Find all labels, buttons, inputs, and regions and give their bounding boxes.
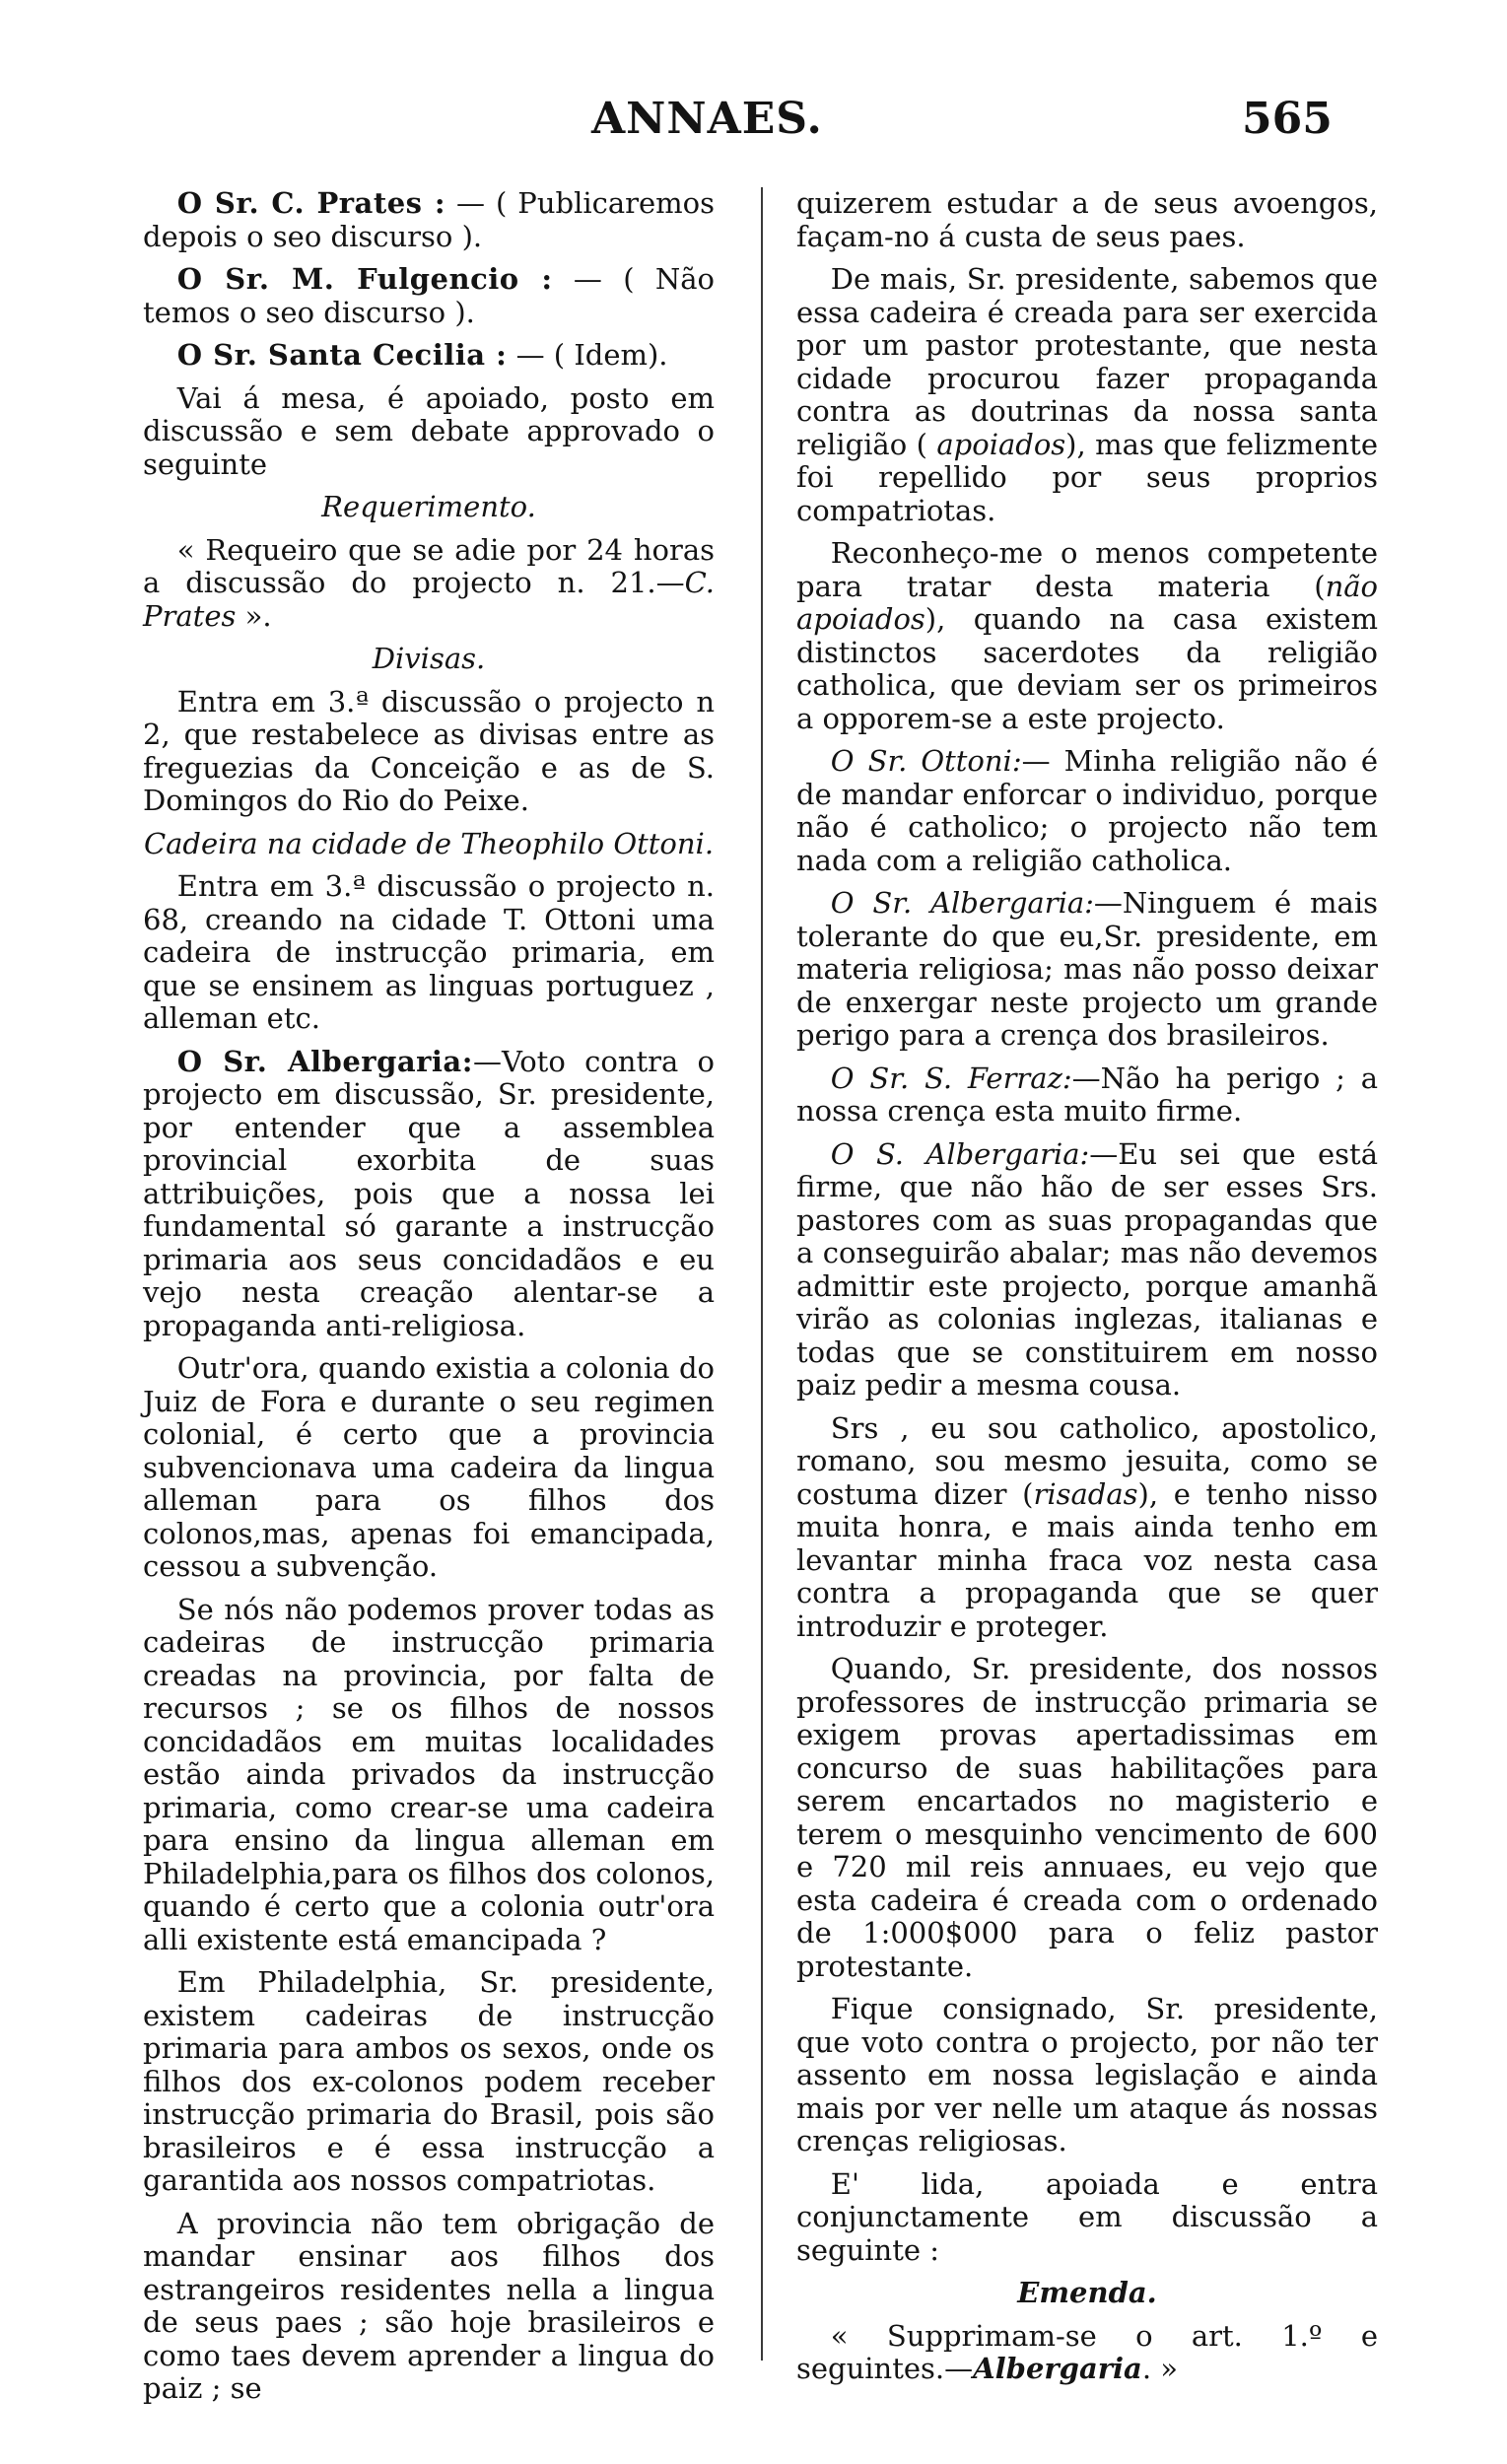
text-run: ), mas que felizmente foi repellido por seus proprios compatriotas. bbox=[796, 427, 1378, 527]
speaker-name: O Sr. M. Fulgencio : bbox=[176, 262, 553, 296]
running-title: ANNAES. bbox=[591, 94, 823, 144]
speaker-name: O Sr. Albergaria: bbox=[176, 1044, 473, 1078]
paragraph bbox=[796, 263, 1378, 527]
speaker-name: O Sr. Santa Cecilia : bbox=[176, 338, 508, 372]
paragraph: Vai á mesa, é apoiado, posto em discussão e sem debate approvado o seguinte bbox=[143, 380, 715, 481]
speaker-name: O Sr. C. Prates : bbox=[176, 186, 446, 220]
text-run: « Supprimam-se o art. 1.º e seguintes.— bbox=[796, 2318, 1378, 2385]
section-heading: Emenda. bbox=[1017, 2276, 1157, 2309]
paragraph: Outr'ora, quando existia a colonia do Juiz de Fora e durante o seu regimen colonial, é certo que a provincia subvencionava uma cadeira da lingua alleman para os filhos dos colonos,mas, apenas foi emancipada, cessou a subvenção. bbox=[143, 1351, 715, 1583]
speech-text: —Ninguem é mais tolerante do que eu,Sr. presidente, em materia religiosa; mas não posso deixar de enxergar neste projecto um grande perigo para a crença dos brasileiros. bbox=[796, 886, 1378, 1052]
signature: C. Prates bbox=[143, 566, 715, 633]
paragraph: Se nós não podemos prover todas as cadeiras de instrucção primaria creadas na provincia, por falta de recursos ; se os filhos de nossos concidadãos em muitas localidades estão ainda privados da instrucção primaria, como crear-se uma cadeira para ensino da lingua alleman em Philadelphia,para os filhos dos colonos, quando é certo que a colonia outr'ora alli existente está emancipada ? bbox=[143, 1592, 715, 1956]
speech-text: — ( Idem). bbox=[515, 338, 668, 372]
left-column bbox=[143, 187, 715, 2416]
signature: Albergaria bbox=[973, 2352, 1142, 2385]
aside-risadas: risadas bbox=[1033, 1476, 1138, 1511]
section-heading: Requerimento. bbox=[321, 490, 536, 523]
speech-text: — ( Não temos o seo discurso ). bbox=[143, 262, 716, 329]
text-run: Srs , eu sou catholico, apostolico, romano, sou mesmo jesuita, como se costuma dizer ( bbox=[796, 1410, 1378, 1511]
paragraph bbox=[143, 187, 715, 253]
text-run: Reconheço-me o menos competente para tratar desta materia ( bbox=[796, 536, 1378, 603]
speaker-name: O Sr. Albergaria: bbox=[830, 886, 1094, 920]
paragraph bbox=[796, 1138, 1378, 1403]
speech-text: —Voto contra o projecto em discussão, Sr. presidente, por entender que a assemblea provincial exorbita de suas attribuições, pois que a nossa lei fundamental só garante a instrucção primaria aos seus concidadãos e eu vejo nesta creação alentar-se a propaganda anti-religiosa. bbox=[143, 1044, 716, 1342]
paragraph: A provincia não tem obrigação de mandar ensinar aos filhos dos estrangeiros residentes nella a lingua de seus paes ; são hoje brasileiros e como taes devem aprender a lingua do paiz ; se bbox=[143, 2206, 715, 2405]
column-divider bbox=[761, 187, 763, 2361]
speech-text: —Não ha perigo ; a nossa crença esta muito firme. bbox=[796, 1061, 1378, 1128]
text-run: ), e tenho nisso muita honra, e mais ainda tenho em levantar minha fraca voz nesta casa contra a propaganda que se quer introduzir e proteger. bbox=[796, 1476, 1378, 1643]
text-run: De mais, Sr. presidente, sabemos que essa cadeira é creada para ser exercida por um pastor protestante, que nesta cidade procurou fazer propaganda contra as doutrinas da nossa santa religião ( bbox=[796, 262, 1378, 461]
paragraph: Entra em 3.ª discussão o projecto n. 68, creando na cidade T. Ottoni uma cadeira de instrucção primaria, em que se ensinem as linguas portuguez , alleman etc. bbox=[143, 869, 715, 1035]
aside-nao-apoiados: não apoiados bbox=[796, 569, 1378, 636]
paragraph bbox=[796, 537, 1378, 735]
paragraph: E' lida, apoiada e entra conjunctamente em discussão a seguinte : bbox=[796, 2166, 1378, 2267]
right-column bbox=[796, 187, 1378, 2396]
page-number: 565 bbox=[1242, 94, 1333, 144]
page-header bbox=[0, 94, 1507, 153]
speaker-name: O Sr. Ottoni: bbox=[830, 744, 1022, 778]
speech-text: —Eu sei que está firme, que não hão de ser esses Srs. pastores com as suas propagandas que a conseguirão abalar; mas não devemos admittir este projecto, porque amanhã virão as colonias inglezas, italianas e todas que se constituirem em nosso paiz pedir a mesma cousa. bbox=[796, 1136, 1378, 1402]
request-text: « Requeiro que se adie por 24 horas a discussão do projecto n. 21.— bbox=[143, 532, 715, 599]
section-heading: Cadeira na cidade de Theophilo Ottoni. bbox=[143, 826, 715, 860]
speaker-name: O Sr. S. Ferraz: bbox=[830, 1061, 1072, 1095]
paragraph bbox=[796, 1412, 1378, 1644]
paragraph bbox=[796, 887, 1378, 1053]
closing-quote: ». bbox=[236, 598, 272, 633]
paragraph bbox=[796, 745, 1378, 877]
speech-text: — Minha religião não é de mandar enforcar o individuo, porque não é catholico; o projecto não tem nada com a religião catholica. bbox=[796, 744, 1378, 877]
paragraph bbox=[143, 1046, 715, 1343]
closing-quote: . » bbox=[1141, 2352, 1179, 2385]
paragraph: Em Philadelphia, Sr. presidente, existem cadeiras de instrucção primaria para ambos os sexos, onde os filhos dos ex-colonos podem receber instrucção primaria do Brasil, pois são brasileiros e é essa instrucção a garantida aos nossos compatriotas. bbox=[143, 1965, 715, 2197]
paragraph bbox=[143, 263, 715, 329]
paragraph: quizerem estudar a de seus avoengos, façam-no á custa de seus paes. bbox=[796, 186, 1378, 253]
paragraph: Entra em 3.ª discussão o projecto n 2, que restabelece as divisas entre as freguezias da Conceição e as de S. Domingos do Rio do Peixe. bbox=[143, 684, 715, 817]
paragraph: Quando, Sr. presidente, dos nossos professores de instrucção primaria se exigem provas apertadissimas em concurso de suas habilitações para serem encartados no magisterio e terem o mesquinho vencimento de 600 e 720 mil reis annuaes, eu vejo que esta cadeira é creada com o ordenado de 1:000$000 para o feliz pastor protestante. bbox=[796, 1652, 1378, 1983]
paragraph bbox=[143, 534, 715, 634]
paragraph bbox=[796, 2320, 1378, 2386]
speaker-name: O S. Albergaria: bbox=[830, 1136, 1090, 1171]
section-heading: Divisas. bbox=[372, 642, 486, 675]
paragraph bbox=[796, 1062, 1378, 1129]
text-run: ), quando na casa existem distinctos sacerdotes da religião catholica, que deviam ser os primeiros a opporem-se a este projecto. bbox=[796, 602, 1378, 735]
speech-text: — ( Publicaremos depois o seo discurso ). bbox=[143, 186, 716, 253]
paragraph: Fique consignado, Sr. presidente, que voto contra o projecto, por não ter assento em nossa legislação e ainda mais por ver nelle um ataque ás nossas crenças religiosas. bbox=[796, 1992, 1378, 2157]
aside-apoiados: apoiados bbox=[936, 427, 1066, 461]
paragraph bbox=[143, 339, 715, 373]
